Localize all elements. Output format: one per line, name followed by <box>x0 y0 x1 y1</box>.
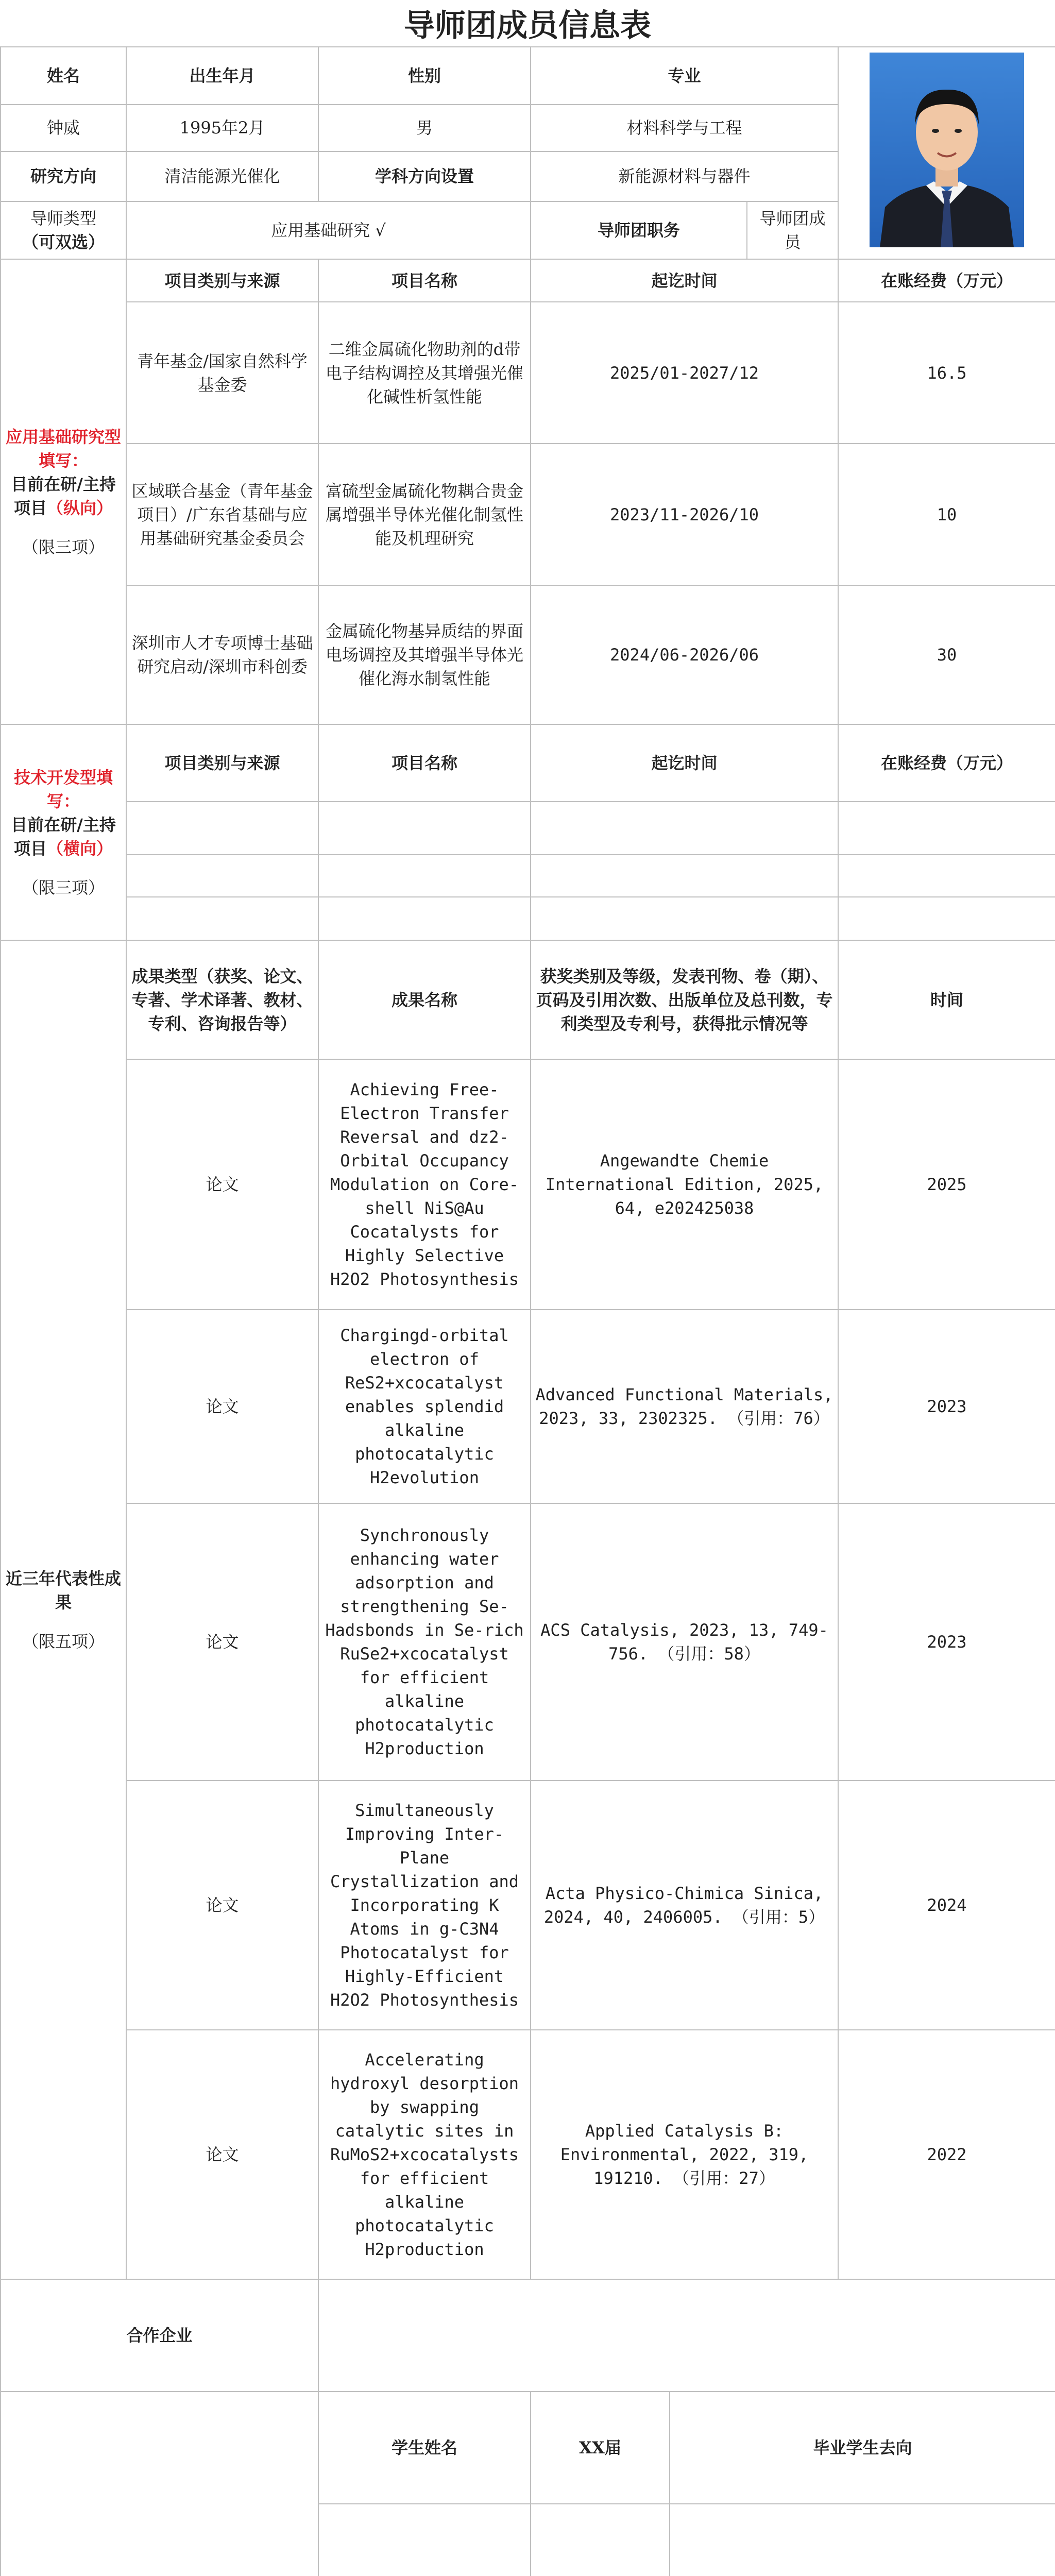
project-name: 金属硫化物基异质结的界面电场调控及其增强半导体光催化海水制氢性能 <box>318 585 531 724</box>
partner-label: 合作企业 <box>1 2279 318 2392</box>
discipline-label: 学科方向设置 <box>318 151 531 201</box>
empty-cell <box>838 802 1055 855</box>
major-label: 专业 <box>531 47 838 105</box>
table-row <box>1 1503 1055 1781</box>
research-label: 研究方向 <box>1 151 126 201</box>
photo-cell <box>838 47 1055 259</box>
achievement-type: 论文 <box>126 1781 318 2030</box>
basic-research-header-row <box>1 259 1055 302</box>
tech-col-name: 项目名称 <box>318 724 531 802</box>
empty-cell <box>670 2504 1055 2576</box>
table-row <box>1 897 1055 940</box>
gender-label: 性别 <box>318 47 531 105</box>
tech-col-source: 项目类别与来源 <box>126 724 318 802</box>
role-label: 导师团职务 <box>531 201 747 259</box>
basic-research-label-1: 应用基础研究型填写： <box>5 427 121 470</box>
empty-cell <box>126 855 318 897</box>
empty-cell <box>126 897 318 940</box>
achievement-type: 论文 <box>126 2030 318 2279</box>
tech-col-period: 起讫时间 <box>531 724 838 802</box>
ach-col-name: 成果名称 <box>318 940 531 1059</box>
info-table <box>0 46 1055 2576</box>
page-title: 导师团成员信息表 <box>404 8 651 44</box>
achievement-type: 论文 <box>126 1503 318 1781</box>
empty-cell <box>531 897 838 940</box>
name-value: 钟威 <box>1 105 126 151</box>
empty-cell <box>531 802 838 855</box>
table-row <box>1 2030 1055 2279</box>
basic-col-name: 项目名称 <box>318 259 531 302</box>
achievement-name: Accelerating hydroxyl desorption by swapping catalytic sites in RuMoS2+xcocatalysts for efficient alkaline photocatalytic H2production <box>318 2030 531 2279</box>
empty-cell <box>531 2504 670 2576</box>
tech-dev-label-4: （限三项） <box>22 877 105 897</box>
tech-dev-label-1: 技术开发型填写： <box>13 767 113 811</box>
achievements-label-1: 近三年代表性成果 <box>5 1568 121 1612</box>
achievement-type: 论文 <box>126 1310 318 1503</box>
achievements-label-2: （限五项） <box>22 1631 105 1651</box>
birth-label: 出生年月 <box>126 47 318 105</box>
major-value: 材料科学与工程 <box>531 105 838 151</box>
achievements-header-row <box>1 940 1055 1059</box>
basic-research-label-2: 目前在研/主持项目（纵向） <box>11 474 116 518</box>
discipline-value: 新能源材料与器件 <box>531 151 838 201</box>
achievements-label <box>1 940 126 2279</box>
portrait-photo <box>870 53 1024 247</box>
project-funds: 30 <box>838 585 1055 724</box>
project-period: 2025/01-2027/12 <box>531 302 838 444</box>
table-row <box>1 302 1055 444</box>
role-value: 导师团成员 <box>747 201 838 259</box>
basic-col-period: 起讫时间 <box>531 259 838 302</box>
achievement-time: 2023 <box>838 1310 1055 1503</box>
tech-col-funds: 在账经费（万元） <box>838 724 1055 802</box>
achievement-name: Simultaneously Improving Inter-Plane Crystallization and Incorporating K Atoms in g-C3N4 Photocatalyst for Highly-Efficient H2O2 Photosynthesis <box>318 1781 531 2030</box>
achievement-name: Chargingd-orbital electron of ReS2+xcocatalyst enables splendid alkaline photocatalytic H2evolution <box>318 1310 531 1503</box>
project-source: 区域联合基金（青年基金项目）/广东省基础与应用基础研究基金委员会 <box>126 444 318 585</box>
tech-dev-label <box>1 724 126 940</box>
header-row-1 <box>1 47 1055 105</box>
basic-research-label-4: （限三项） <box>22 537 105 557</box>
project-period: 2023/11-2026/10 <box>531 444 838 585</box>
project-name: 富硫型金属硫化物耦合贵金属增强半导体光催化制氢性能及机理研究 <box>318 444 531 585</box>
empty-cell <box>318 897 531 940</box>
partner-row <box>1 2279 1055 2392</box>
achievement-name: Synchronously enhancing water adsorption and strengthening Se-Hadsbonds in Se-rich RuSe2+xcocatalyst for efficient alkaline photocatalytic H2production <box>318 1503 531 1781</box>
table-row <box>1 444 1055 585</box>
project-name: 二维金属硫化物助剂的d带电子结构调控及其增强光催化碱性析氢性能 <box>318 302 531 444</box>
research-value: 清洁能源光催化 <box>126 151 318 201</box>
birth-value: 1995年2月 <box>126 105 318 151</box>
grad-col-name: 学生姓名 <box>318 2392 531 2504</box>
table-row <box>1 1310 1055 1503</box>
achievement-time: 2023 <box>838 1503 1055 1781</box>
project-funds: 16.5 <box>838 302 1055 444</box>
table-row <box>1 1059 1055 1310</box>
type-label-line-1: 导师类型 <box>30 209 96 228</box>
gender-value: 男 <box>318 105 531 151</box>
achievement-detail: ACS Catalysis, 2023, 13, 749-756. （引用：58） <box>531 1503 838 1781</box>
table-row <box>1 855 1055 897</box>
achievement-name: Achieving Free-Electron Transfer Reversal and dz2-Orbital Occupancy Modulation on Core-shell NiS@Au Cocatalysts for Highly Selective H2O2 Photosynthesis <box>318 1059 531 1310</box>
project-period: 2024/06-2026/06 <box>531 585 838 724</box>
empty-cell <box>838 855 1055 897</box>
grad-col-class: XX届 <box>531 2392 670 2504</box>
achievement-time: 2022 <box>838 2030 1055 2279</box>
project-funds: 10 <box>838 444 1055 585</box>
empty-cell <box>838 897 1055 940</box>
empty-cell <box>318 802 531 855</box>
table-row <box>1 1781 1055 2030</box>
graduates-header-row <box>1 2392 1055 2504</box>
basic-research-label <box>1 259 126 724</box>
type-label-line-2: （可双选） <box>22 232 105 252</box>
achievement-detail: Acta Physico-Chimica Sinica, 2024, 40, 2406005. （引用：5） <box>531 1781 838 2030</box>
achievement-detail: Applied Catalysis B: Environmental, 2022, 319, 191210. （引用：27） <box>531 2030 838 2279</box>
basic-col-funds: 在账经费（万元） <box>838 259 1055 302</box>
project-source: 深圳市人才专项博士基础研究启动/深圳市科创委 <box>126 585 318 724</box>
tech-dev-header-row <box>1 724 1055 802</box>
achievement-time: 2025 <box>838 1059 1055 1310</box>
achievement-detail: Angewandte Chemie International Edition, 2025, 64, e202425038 <box>531 1059 838 1310</box>
empty-cell <box>318 855 531 897</box>
ach-col-detail: 获奖类别及等级，发表刊物、卷（期）、页码及引用次数、出版单位及总刊数，专利类型及专利号，获得批示情况等 <box>531 940 838 1059</box>
partner-value <box>318 2279 1055 2392</box>
achievement-type: 论文 <box>126 1059 318 1310</box>
grad-col-destination: 毕业学生去向 <box>670 2392 1055 2504</box>
type-value: 应用基础研究 √ <box>126 201 531 259</box>
table-row <box>1 585 1055 724</box>
achievement-detail: Advanced Functional Materials, 2023, 33, 2302325. （引用：76） <box>531 1310 838 1503</box>
graduates-label <box>1 2392 318 2576</box>
ach-col-type: 成果类型（获奖、论文、专著、学术译著、教材、专利、咨询报告等） <box>126 940 318 1059</box>
empty-cell <box>531 855 838 897</box>
achievement-time: 2024 <box>838 1781 1055 2030</box>
project-source: 青年基金/国家自然科学基金委 <box>126 302 318 444</box>
empty-cell <box>126 802 318 855</box>
basic-col-source: 项目类别与来源 <box>126 259 318 302</box>
ach-col-time: 时间 <box>838 940 1055 1059</box>
name-label: 姓名 <box>1 47 126 105</box>
empty-cell <box>318 2504 531 2576</box>
tech-dev-label-2: 目前在研/主持项目（横向） <box>11 815 116 858</box>
table-row <box>1 802 1055 855</box>
type-label <box>1 201 126 259</box>
